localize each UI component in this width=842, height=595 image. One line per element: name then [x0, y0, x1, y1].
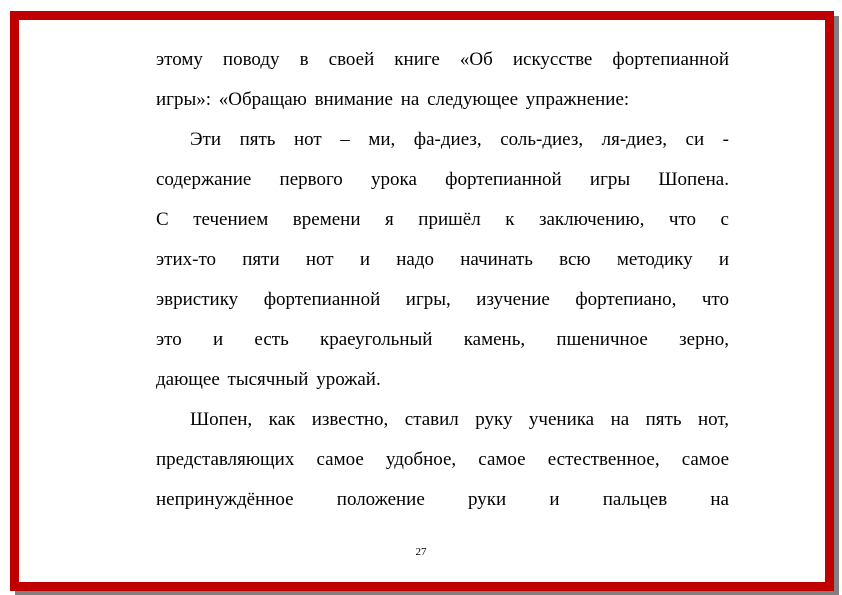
text-line-11: представляющих самое удобное, самое естественное, самое	[156, 449, 729, 470]
text-line-8: это и есть краеугольный камень, пшеничное зерно,	[156, 329, 729, 350]
document-text	[156, 40, 729, 520]
text-line-9: дающее тысячный урожай.	[156, 369, 381, 390]
text-line-3: Эти пять нот – ми, фа-диез, соль-диез, ля-диез, си -	[190, 129, 729, 150]
text-line-4: содержание первого урока фортепианной игры Шопена.	[156, 169, 729, 190]
text-line-2: игры»: «Обращаю внимание на следующее упражнение:	[156, 89, 630, 110]
text-line-7: эвристику фортепианной игры, изучение фортепиано, что	[156, 289, 729, 310]
text-line-6: этих-то пяти нот и надо начинать всю методику и	[156, 249, 729, 270]
text-line-1: этому поводу в своей книге «Об искусстве фортепианной	[156, 49, 729, 70]
text-line-5: С течением времени я пришёл к заключению, что с	[156, 209, 729, 230]
text-line-12: непринуждённое положение руки и пальцев на	[156, 489, 729, 510]
text-line-10: Шопен, как известно, ставил руку ученика на пять нот,	[190, 409, 729, 430]
page-number: 27	[415, 546, 427, 558]
